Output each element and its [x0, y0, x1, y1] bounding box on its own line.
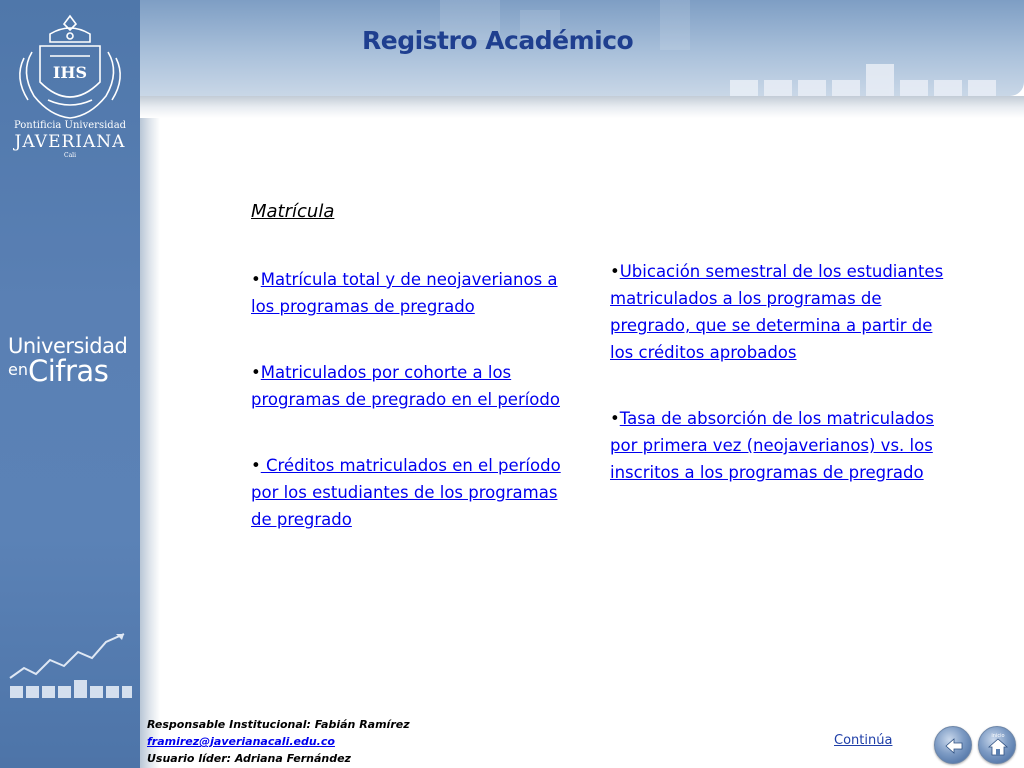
page-title: Registro Académico — [362, 26, 634, 55]
link-matricula-total[interactable]: Matrícula total y de neojaverianos a los programas de pregrado — [251, 270, 558, 316]
bullet: • — [251, 270, 261, 289]
bullet: • — [251, 456, 261, 475]
left-link-list — [251, 266, 561, 572]
list-item — [610, 258, 960, 366]
home-button[interactable] — [978, 726, 1016, 764]
bullet: • — [251, 363, 261, 382]
university-crest-logo — [10, 12, 130, 122]
crest-monogram: IHS — [52, 63, 88, 82]
university-name-line3: Cali — [63, 152, 76, 159]
list-item — [251, 266, 561, 320]
footer-responsable: Responsable Institucional: Fabián Ramírez — [147, 718, 410, 731]
bullet: • — [610, 409, 620, 428]
link-ubicacion-semestral[interactable]: Ubicación semestral de los estudiantes matriculados a los programas de pregrado, que se determina a partir de los créditos aprobados — [610, 262, 944, 362]
universidad-en-cifras-logo — [8, 334, 127, 388]
list-item — [610, 405, 960, 486]
back-arrow-icon — [935, 727, 973, 765]
sidebar — [0, 0, 140, 768]
cifras-en: en — [8, 360, 28, 379]
footer-credits — [147, 716, 410, 767]
link-tasa-absorcion[interactable]: Tasa de absorción de los matriculados por primera vez (neojaverianos) vs. los inscritos a los programas de pregrado — [610, 409, 934, 482]
university-name — [0, 120, 140, 159]
link-creditos-matriculados[interactable]: Créditos matriculados en el período por los estudiantes de los programas de pregrado — [251, 456, 561, 529]
bullet: • — [610, 262, 620, 281]
home-label: inicio — [991, 733, 1005, 739]
university-name-line1: Pontificia Universidad — [13, 120, 127, 131]
footer-lider: Usuario líder: Adriana Fernández — [147, 752, 351, 765]
continue-link[interactable]: Continúa — [834, 733, 893, 748]
back-button[interactable] — [934, 726, 972, 764]
right-link-list — [610, 258, 960, 525]
home-icon — [979, 727, 1017, 765]
list-item — [251, 452, 561, 533]
link-matriculados-cohorte[interactable]: Matriculados por cohorte a los programas de pregrado en el período — [251, 363, 560, 409]
trend-chart-icon — [6, 628, 134, 700]
cifras-line2: Cifras — [27, 354, 109, 388]
section-heading: Matrícula — [251, 201, 335, 222]
header-shadow — [140, 96, 1024, 118]
list-item — [251, 359, 561, 413]
footer-email-link[interactable]: framirez@javerianacali.edu.co — [147, 735, 335, 748]
university-name-line2: JAVERIANA — [14, 132, 126, 152]
cifras-line1: Universidad — [8, 334, 128, 358]
